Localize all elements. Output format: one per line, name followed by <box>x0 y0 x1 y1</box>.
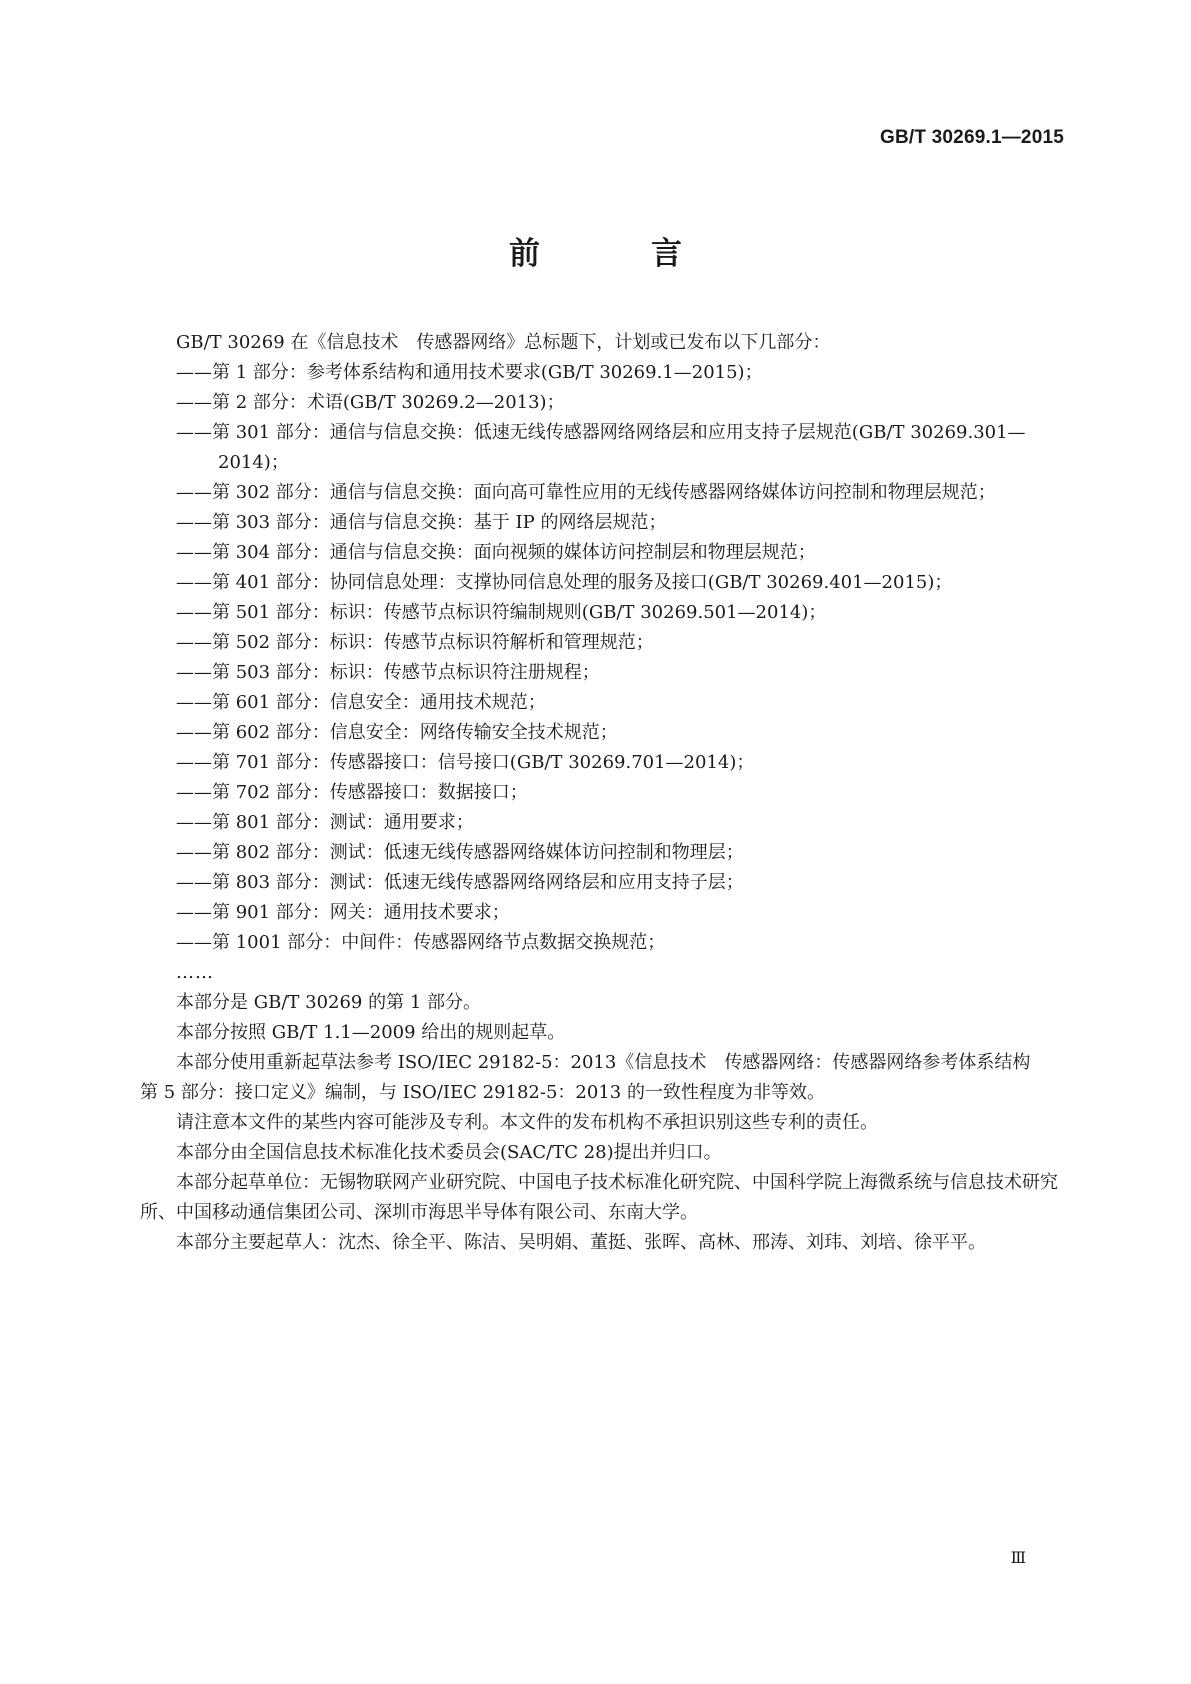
page-title: 前 言 <box>509 236 722 272</box>
foreword-body <box>140 328 1065 1258</box>
part-list-item: ——第 1 部分：参考体系结构和通用技术要求(GB/T 30269.1—2015)； <box>176 362 763 383</box>
body-paragraph: 本部分起草单位：无锡物联网产业研究院、中国电子技术标准化研究院、中国科学院上海微系统与信息技术研究所、中国移动通信集团公司、深圳市海思半导体有限公司、东南大学。 <box>140 1172 1058 1223</box>
body-paragraph: 本部分是 GB/T 30269 的第 1 部分。 <box>176 992 481 1013</box>
part-list-item: ——第 502 部分：标识：传感节点标识符解析和管理规范； <box>176 632 654 653</box>
part-list-item: ——第 901 部分：网关：通用技术要求； <box>176 902 510 923</box>
intro-paragraph: GB/T 30269 在《信息技术 传感器网络》总标题下，计划或已发布以下几部分： <box>176 332 831 353</box>
part-list-item: ——第 301 部分：通信与信息交换：低速无线传感器网络网络层和应用支持子层规范(GB/T 30269.301—2014)； <box>176 422 1026 473</box>
part-list-item: ——第 304 部分：通信与信息交换：面向视频的媒体访问控制层和物理层规范； <box>176 542 816 563</box>
part-list-item: ——第 701 部分：传感器接口：信号接口(GB/T 30269.701—2014)； <box>176 752 755 773</box>
page-number: Ⅲ <box>1010 1548 1026 1567</box>
part-list-item: ——第 302 部分：通信与信息交换：面向高可靠性应用的无线传感器网络媒体访问控制和物理层规范； <box>176 482 996 503</box>
part-list-item: ——第 303 部分：通信与信息交换：基于 IP 的网络层规范； <box>176 512 667 533</box>
list-ellipsis: …… <box>176 962 214 983</box>
body-paragraph: 本部分主要起草人：沈杰、徐全平、陈洁、吴明娟、董挺、张晖、高林、邢涛、刘玮、刘培、徐平平。 <box>176 1232 986 1253</box>
part-list-item: ——第 602 部分：信息安全：网络传输安全技术规范； <box>176 722 618 743</box>
part-list-item: ——第 801 部分：测试：通用要求； <box>176 812 474 833</box>
part-list-item: ——第 803 部分：测试：低速无线传感器网络网络层和应用支持子层； <box>176 872 744 893</box>
body-paragraph: 本部分按照 GB/T 1.1—2009 给出的规则起草。 <box>176 1022 566 1043</box>
standard-code: GB/T 30269.1—2015 <box>879 127 1064 148</box>
part-list-item: ——第 601 部分：信息安全：通用技术规范； <box>176 692 546 713</box>
body-paragraph: 请注意本文件的某些内容可能涉及专利。本文件的发布机构不承担识别这些专利的责任。 <box>176 1112 878 1133</box>
part-list-item: ——第 503 部分：标识：传感节点标识符注册规程； <box>176 662 600 683</box>
part-list-item: ——第 1001 部分：中间件：传感器网络节点数据交换规范； <box>176 932 666 953</box>
part-list-item: ——第 802 部分：测试：低速无线传感器网络媒体访问控制和物理层； <box>176 842 744 863</box>
body-paragraph: 本部分由全国信息技术标准化技术委员会(SAC/TC 28)提出并归口。 <box>176 1142 722 1163</box>
part-list-item: ——第 702 部分：传感器接口：数据接口； <box>176 782 528 803</box>
part-list-item: ——第 501 部分：标识：传感节点标识符编制规则(GB/T 30269.501—2014)； <box>176 602 827 623</box>
part-list-item: ——第 2 部分：术语(GB/T 30269.2—2013)； <box>176 392 565 413</box>
part-list-item: ——第 401 部分：协同信息处理：支撑协同信息处理的服务及接口(GB/T 30269.401—2015)； <box>176 572 953 593</box>
body-paragraph: 本部分使用重新起草法参考 ISO/IEC 29182-5：2013《信息技术 传感器网络：传感器网络参考体系结构 第 5 部分：接口定义》编制，与 ISO/IEC 29182-5：2013 的一致性程度为非等效。 <box>140 1052 1049 1103</box>
